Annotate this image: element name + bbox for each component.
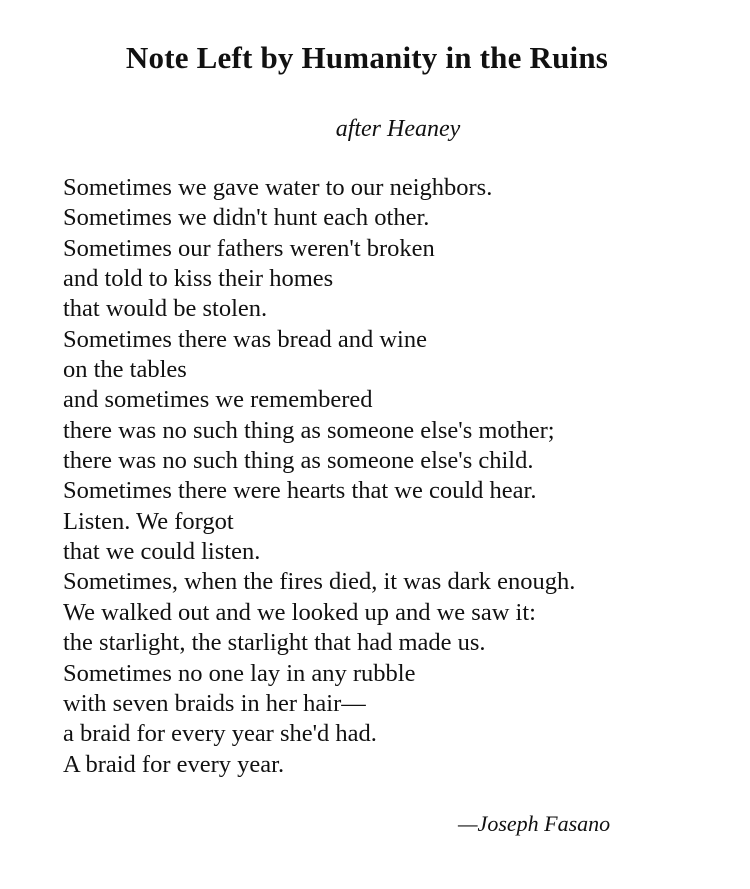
poem-signature: —Joseph Fasano (458, 811, 611, 836)
poem-line: A braid for every year. (63, 750, 285, 778)
poem-line: Listen. We forgot (63, 507, 234, 535)
poem-line: the starlight, the starlight that had made us. (63, 629, 486, 657)
poem-dedication: after Heaney (335, 116, 461, 142)
poem-line: Sometimes no one lay in any rubble (63, 659, 416, 687)
poem-line: that we could listen. (63, 538, 261, 566)
poem-line: there was no such thing as someone else's mother; (63, 416, 555, 444)
poem-line: and sometimes we remembered (63, 386, 373, 414)
poem-line: there was no such thing as someone else's child. (63, 447, 534, 475)
poem-line: Sometimes our fathers weren't broken (63, 234, 435, 262)
poem-line: Sometimes we didn't hunt each other. (63, 204, 430, 232)
poem-body (63, 173, 575, 780)
poem-title: Note Left by Humanity in the Ruins (125, 40, 609, 75)
poem-line: a braid for every year she'd had. (63, 720, 377, 748)
poem-line: with seven braids in her hair— (63, 689, 366, 717)
poem-line: and told to kiss their homes (63, 265, 334, 293)
poem-line: Sometimes there was bread and wine (63, 325, 427, 353)
poem-line: Sometimes, when the fires died, it was dark enough. (63, 568, 576, 596)
poem-line: We walked out and we looked up and we saw it: (63, 598, 536, 626)
poem-line: that would be stolen. (63, 295, 268, 323)
poem-line: Sometimes we gave water to our neighbors. (63, 174, 493, 201)
poem-line: on the tables (63, 356, 187, 384)
poem-line: Sometimes there were hearts that we could hear. (63, 477, 537, 505)
